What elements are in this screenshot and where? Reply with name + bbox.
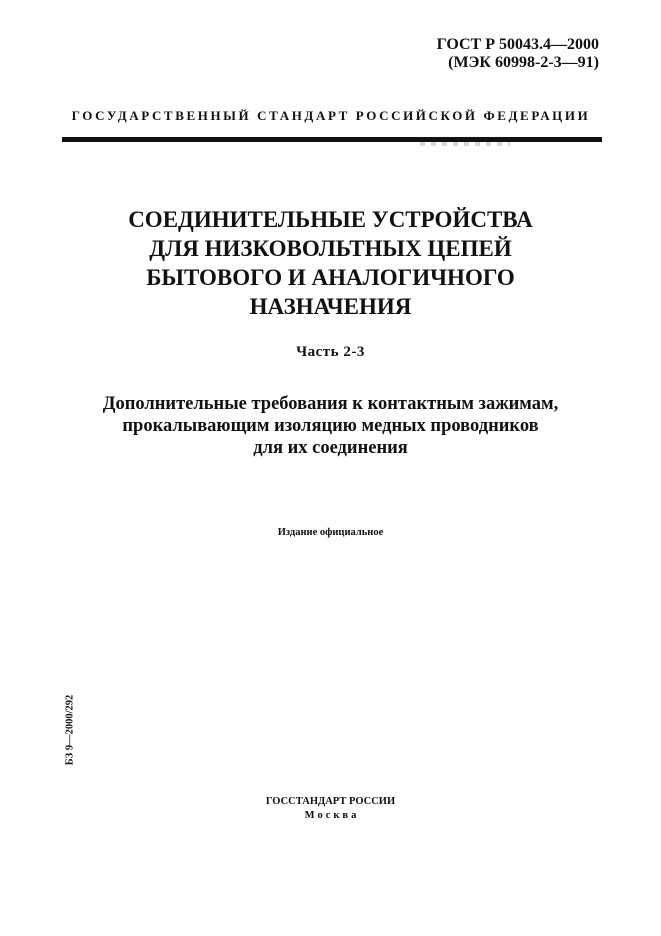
title-line: НАЗНАЧЕНИЯ (249, 294, 412, 319)
side-catalog-code: БЗ 9—2000/292 (64, 694, 76, 766)
document-subtitle (40, 393, 621, 459)
agency-heading: ГОСУДАРСТВЕННЫЙ СТАНДАРТ РОССИЙСКОЙ ФЕДЕРАЦИИ (71, 108, 591, 123)
title-line: СОЕДИНИТЕЛЬНЫЕ УСТРОЙСТВА (128, 207, 533, 232)
publisher-city: Москва (304, 810, 360, 821)
header-rule (62, 137, 602, 142)
document-title (40, 205, 621, 321)
edition-label: Издание официальное (277, 527, 384, 538)
iec-equivalent-code: (МЭК 60998-2-3—91) (448, 54, 599, 71)
part-number: Часть 2-3 (296, 344, 365, 360)
subtitle-line: для их соединения (253, 438, 408, 458)
title-line: БЫТОВОГО И АНАЛОГИЧНОГО (146, 265, 515, 290)
publisher-name: ГОССТАНДАРТ РОССИИ (265, 796, 396, 807)
standard-designation (437, 36, 599, 72)
title-line: ДЛЯ НИЗКОВОЛЬТНЫХ ЦЕПЕЙ (149, 236, 512, 261)
subtitle-line: прокалывающим изоляцию медных проводников (122, 416, 539, 436)
publisher-block (40, 795, 621, 823)
standard-code: ГОСТ Р 50043.4—2000 (436, 36, 599, 53)
print-smudge (420, 142, 510, 146)
subtitle-line: Дополнительные требования к контактным зажимам, (102, 394, 559, 414)
